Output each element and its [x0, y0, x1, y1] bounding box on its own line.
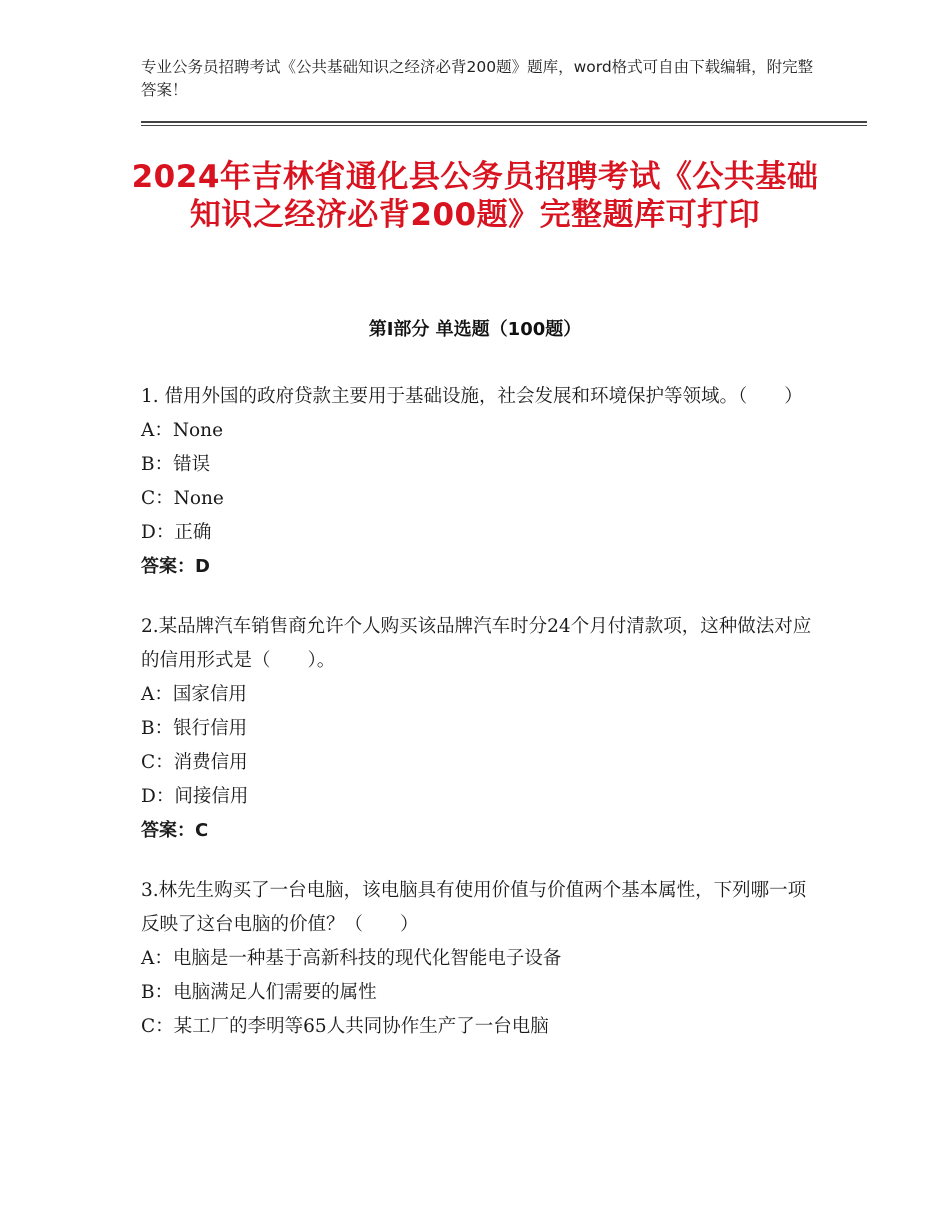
section-heading: 第Ⅰ部分 单选题（100题）	[368, 319, 582, 340]
option-c: C：消费信用	[141, 752, 248, 773]
option-a: A：None	[141, 420, 224, 441]
option-b: B：错误	[141, 454, 211, 475]
header-rule-thin	[141, 125, 867, 126]
option-d: D：间接信用	[141, 786, 249, 807]
option-b: B：电脑满足人们需要的属性	[141, 982, 377, 1003]
question-text: 2.某品牌汽车销售商允许个人购买该品牌汽车时分24个月付清款项，这种做法对应的信用形式是（ ）。	[141, 616, 812, 671]
header-note: 专业公务员招聘考试《公共基础知识之经济必背200题》题库，word格式可自由下载编辑，附完整答案！	[141, 58, 814, 99]
option-d: D：正确	[141, 522, 212, 543]
question-text: 1. 借用外国的政府贷款主要用于基础设施，社会发展和环境保护等领域。（ ）	[141, 386, 803, 407]
option-c: C：None	[141, 488, 224, 509]
option-a: A：电脑是一种基于高新科技的现代化智能电子设备	[141, 948, 562, 969]
question-2	[141, 610, 821, 848]
option-a: A：国家信用	[141, 684, 247, 705]
question-text: 3.林先生购买了一台电脑，该电脑具有使用价值与价值两个基本属性，下列哪一项反映了这台电脑的价值？（ ）	[141, 880, 807, 935]
header-rule-thick	[141, 121, 867, 123]
option-b: B：银行信用	[141, 718, 248, 739]
answer-line: 答案：D	[141, 556, 210, 577]
question-1	[141, 380, 821, 584]
answer-line: 答案：C	[141, 820, 209, 841]
question-3	[141, 874, 821, 1044]
option-c: C：某工厂的李明等65人共同协作生产了一台电脑	[141, 1016, 549, 1037]
document-title: 2024年吉林省通化县公务员招聘考试《公共基础知识之经济必背200题》完整题库可打印	[131, 159, 819, 233]
question-list	[141, 380, 821, 1070]
